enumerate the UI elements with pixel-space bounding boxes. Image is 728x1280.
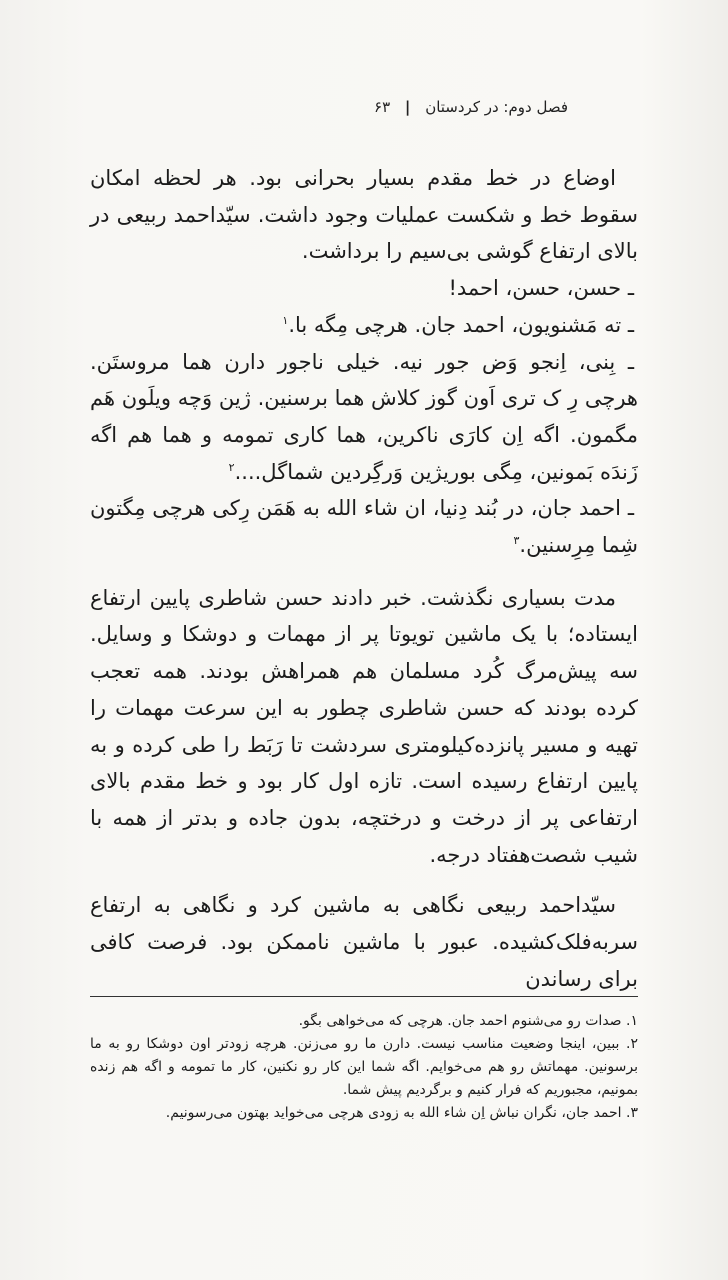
- chapter-title: فصل دوم: در کردستان: [425, 98, 568, 116]
- footnote-divider: [90, 996, 638, 997]
- page-number: ۶۳: [374, 98, 391, 116]
- dialog-line-2-text: ـ ته مَشنویون، احمد جان. هرچی مِگه با.: [288, 312, 634, 337]
- paragraph-3: سیّداحمد ربیعی نگاهی به ماشین کرد و نگاهی به ارتفاع سربه‌فلک‌کشیده. عبور با ماشین ناممکن بود. فرصت کافی برای رساندن: [90, 893, 638, 991]
- body-text: [90, 160, 638, 997]
- dialog-line-2: [90, 307, 638, 344]
- paragraph-2: مدت بسیاری نگذشت. خبر دادند حسن شاطری پایین ارتفاع ایستاده؛ با یک ماشین تویوتا پر از مهمات و دوشکا و وسایل. سه پیش‌مرگ کُرد مسلمان هم همراهش بودند. همه تعجب کرده بودند که حسن شاطری چطور به این سرعت مهمات را تهیه و مسیر پانزده‌کیلومتری سردشت تا رَبَط را طی کرده و به پایین ارتفاع رسیده است. تازه اول کار بود و خط مقدم بالای ارتفاعی پر از درخت و درختچه، بدون جاده و بدتر از همه با شیب شصت‌هفتاد درجه.: [90, 585, 638, 867]
- footnote-mark-1: ۱: [282, 313, 289, 327]
- dialog-line-4: [90, 490, 638, 563]
- footnote-mark-3: ۳: [513, 534, 520, 548]
- footnote-2: ۲. ببین، اینجا وضعیت مناسب نیست. دارن ما رو می‌زنن. هرچه زودتر اون دوشکا رو به ما برسونین. مهماتش رو هم می‌خوایم. اگه شما این کار رو نکنین، کار ما تمومه و اگه هم زنده بمونیم، مجبوریم که فرار کنیم و برگردیم پیش شما.: [90, 1036, 638, 1098]
- footnote-3: ۳. احمد جان، نگران نباش اِن شاء الله به زودی هرچی می‌خواید بهتون می‌رسونیم.: [165, 1105, 638, 1121]
- dialog-line-1: ـ حسن، حسن، احمد!: [448, 276, 634, 301]
- dialog-line-3-text: ـ بِنی، اِنجو وَض جور نیه. خیلی ناجور دارن هما مروستَن. هرچی رِ ک تری اَون گوز کلاش هما برسنین. ژین وَچه ویلَون هَم مگمون. اگه اِن کارَی ناکرین، هما کاری تمومه و هما هم اگه زَندَه بَمونین، مِگی بوریژین وَرگِردین شماگل....: [90, 349, 638, 484]
- footnote-mark-2: ۲: [228, 460, 235, 474]
- dialog-line-4-text: ـ احمد جان، در بُند دِنیا، ان شاء الله به هَمَن رِکی هرچی مِگتون شِما مِرِسنین.: [90, 496, 638, 558]
- paragraph-1: اوضاع در خط مقدم بسیار بحرانی بود. هر لحظه امکان سقوط خط و شکست عملیات وجود داشت. سیّداحمد ربیعی در بالای ارتفاع گوشی بی‌سیم را برداشت.: [90, 166, 638, 264]
- dialog-line-3: [90, 344, 638, 491]
- footnotes: [90, 1010, 638, 1125]
- footnote-1: ۱. صدات رو می‌شنوم احمد جان. هرچی که می‌خواهی بگو.: [298, 1013, 638, 1029]
- running-header: [374, 98, 568, 116]
- header-separator: |: [404, 98, 411, 116]
